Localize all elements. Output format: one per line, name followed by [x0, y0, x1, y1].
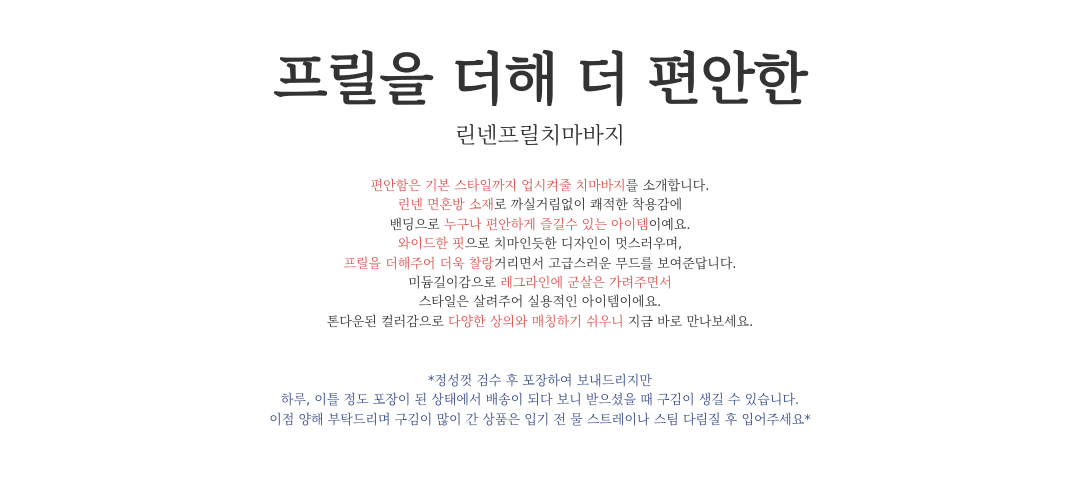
- body-text: 으로 치마인듯한 디자인이 멋스러우며,: [464, 237, 683, 253]
- highlight-text: 편안함은 기본 스타일까지 업시켜줄 치마바지: [370, 179, 626, 194]
- description-line: [0, 177, 1080, 196]
- notice-line: 이점 양해 부탁드리며 구김이 많이 간 상품은 입기 전 물 스트레이나 스팀 다림질 후 입어주세요*: [269, 412, 811, 428]
- description-line: [0, 235, 1080, 254]
- highlight-text: 누구나 편안하게 즐길수 있는 아이템: [443, 217, 649, 233]
- body-text: 이예요.: [648, 217, 691, 233]
- body-text: 밴딩으로: [389, 217, 444, 233]
- description-block: [0, 177, 1080, 332]
- product-name: 린넨프릴치마바지: [454, 124, 626, 149]
- description-line: [0, 216, 1080, 235]
- highlight-text: 린넨 면혼방 소재: [397, 198, 494, 214]
- highlight-text: 레그라인에 군살은 가려주면서: [500, 276, 672, 292]
- highlight-text: 프릴을 더해주어 더욱 찰랑: [343, 256, 494, 272]
- body-text: 톤다운된 컬러감으로: [326, 314, 449, 330]
- notice-line: *정성껏 검수 후 포장하여 보내드리지만: [428, 374, 652, 389]
- notice-line: 하루, 이틀 정도 포장이 된 상태에서 배송이 되다 보니 받으셨을 때 구김이 생길 수 있습니다.: [280, 393, 800, 409]
- care-notice: [0, 372, 1080, 430]
- body-text: 거리면서 고급스러운 무드를 보여준답니다.: [493, 256, 737, 272]
- description-line: [0, 313, 1080, 332]
- body-text: 스타일은 살려주어 실용적인 아이템이에요.: [418, 295, 662, 311]
- body-text: 지금 바로 만나보세요.: [623, 314, 754, 330]
- description-line: [0, 293, 1080, 312]
- highlight-text: 다양한 상의와 매칭하기 쉬우니: [448, 314, 624, 330]
- highlight-text: 와이드한 핏: [397, 237, 465, 253]
- body-text: 로 까실거림없이 쾌적한 착용감에: [493, 198, 683, 214]
- description-line: [0, 196, 1080, 215]
- body-text: 를 소개합니다.: [625, 179, 710, 194]
- headline: 프릴을 더해 더 편안한: [273, 48, 807, 113]
- body-text: 미듐길이감으로: [408, 276, 501, 292]
- description-line: [0, 255, 1080, 274]
- description-line: [0, 274, 1080, 293]
